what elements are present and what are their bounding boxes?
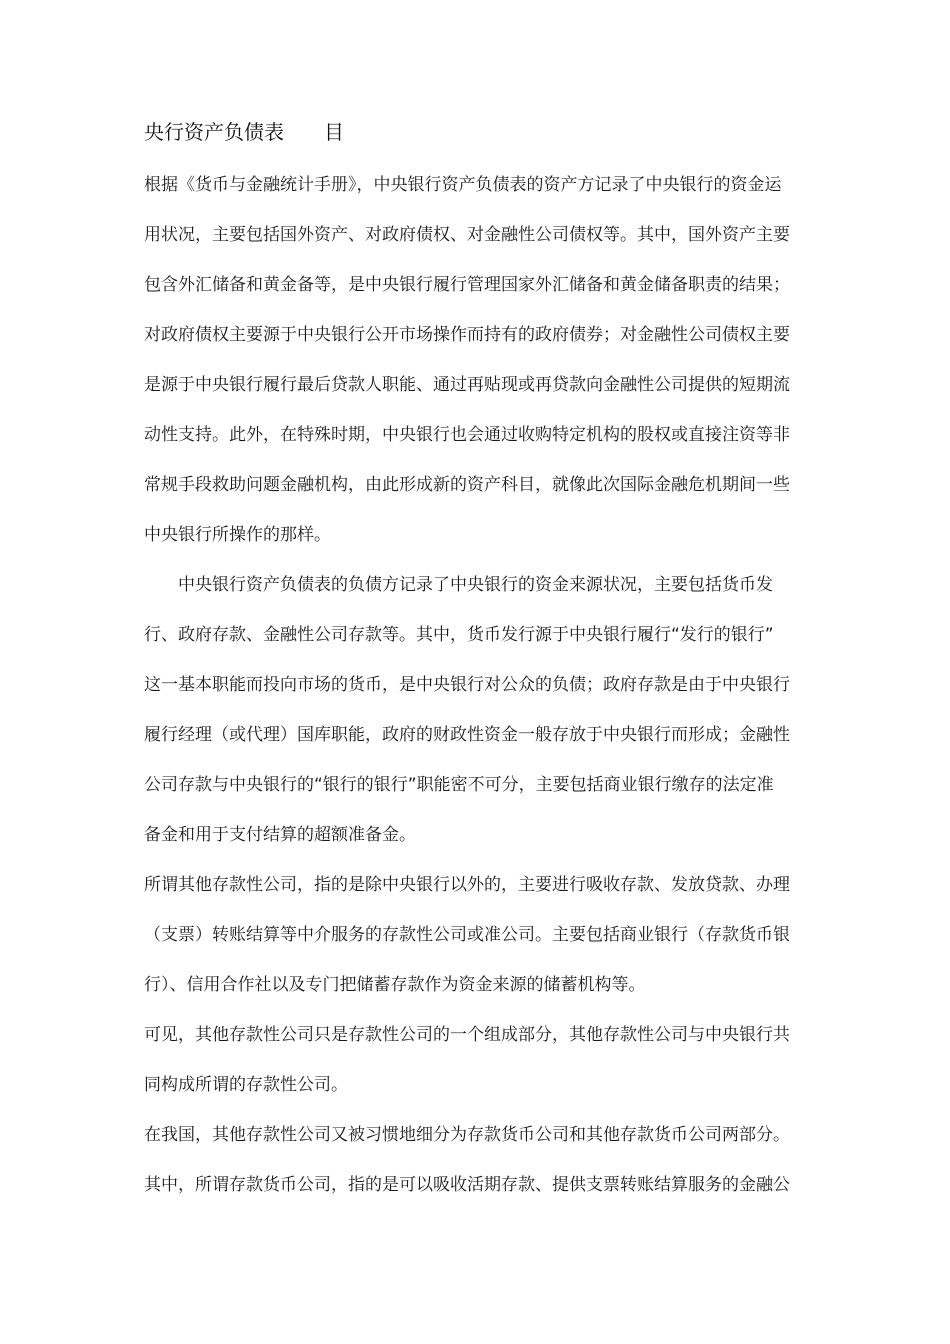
title-main: 央行资产负债表 [144, 120, 284, 144]
text-line: 中央银行所操作的那样。 [144, 525, 331, 545]
text-line: 对政府债权主要源于中央银行公开市场操作而持有的政府债券；对金融性公司债权主要 [144, 325, 790, 345]
text-line: 备金和用于支付结算的超额准备金。 [144, 825, 416, 845]
text-line: 常规手段救助问题金融机构，由此形成新的资产科目，就像此次国际金融危机期间一些 [144, 475, 790, 495]
text-line: 这一基本职能而投向市场的货币，是中央银行对公众的负债；政府存款是由于中央银行 [144, 675, 790, 695]
text-line: 中央银行资产负债表的负债方记录了中央银行的资金来源状况，主要包括货币发 [144, 575, 773, 595]
text-line: 可见，其他存款性公司只是存款性公司的一个组成部分，其他存款性公司与中央银行共 [144, 1025, 790, 1045]
text-line: 在我国，其他存款性公司又被习惯地细分为存款货币公司和其他存款货币公司两部分。 [144, 1125, 790, 1145]
text-line: 行、政府存款、金融性公司存款等。其中，货币发行源于中央银行履行“发行的银行” [144, 625, 774, 645]
title-suffix: 目 [324, 120, 344, 144]
text-line: 包含外汇储备和黄金备等，是中央银行履行管理国家外汇储备和黄金储备职责的结果； [144, 275, 790, 295]
text-line: 所谓其他存款性公司，指的是除中央银行以外的，主要进行吸收存款、发放贷款、办理 [144, 875, 790, 895]
text-line: 用状况，主要包括国外资产、对政府债权、对金融性公司债权等。其中，国外资产主要 [144, 225, 790, 245]
text-line: 动性支持。此外，在特殊时期，中央银行也会通过收购特定机构的股权或直接注资等非 [144, 425, 790, 445]
document-title [144, 116, 344, 148]
text-line: 履行经理（或代理）国库职能，政府的财政性资金一般存放于中央银行而形成；金融性 [144, 725, 790, 745]
text-line: 其中，所谓存款货币公司，指的是可以吸收活期存款、提供支票转账结算服务的金融公 [144, 1175, 790, 1195]
text-line: 行）、信用合作社以及专门把储蓄存款作为资金来源的储蓄机构等。 [144, 975, 646, 995]
text-line: （支票）转账结算等中介服务的存款性公司或准公司。主要包括商业银行（存款货币银 [144, 925, 790, 945]
text-line: 是源于中央银行履行最后贷款人职能、通过再贴现或再贷款向金融性公司提供的短期流 [144, 375, 790, 395]
text-line: 公司存款与中央银行的“银行的银行”职能密不可分，主要包括商业银行缴存的法定准 [144, 775, 774, 795]
text-line: 同构成所谓的存款性公司。 [144, 1075, 348, 1095]
document-body [144, 160, 812, 1210]
text-line: 根据《货币与金融统计手册》，中央银行资产负债表的资产方记录了中央银行的资金运 [144, 175, 782, 195]
